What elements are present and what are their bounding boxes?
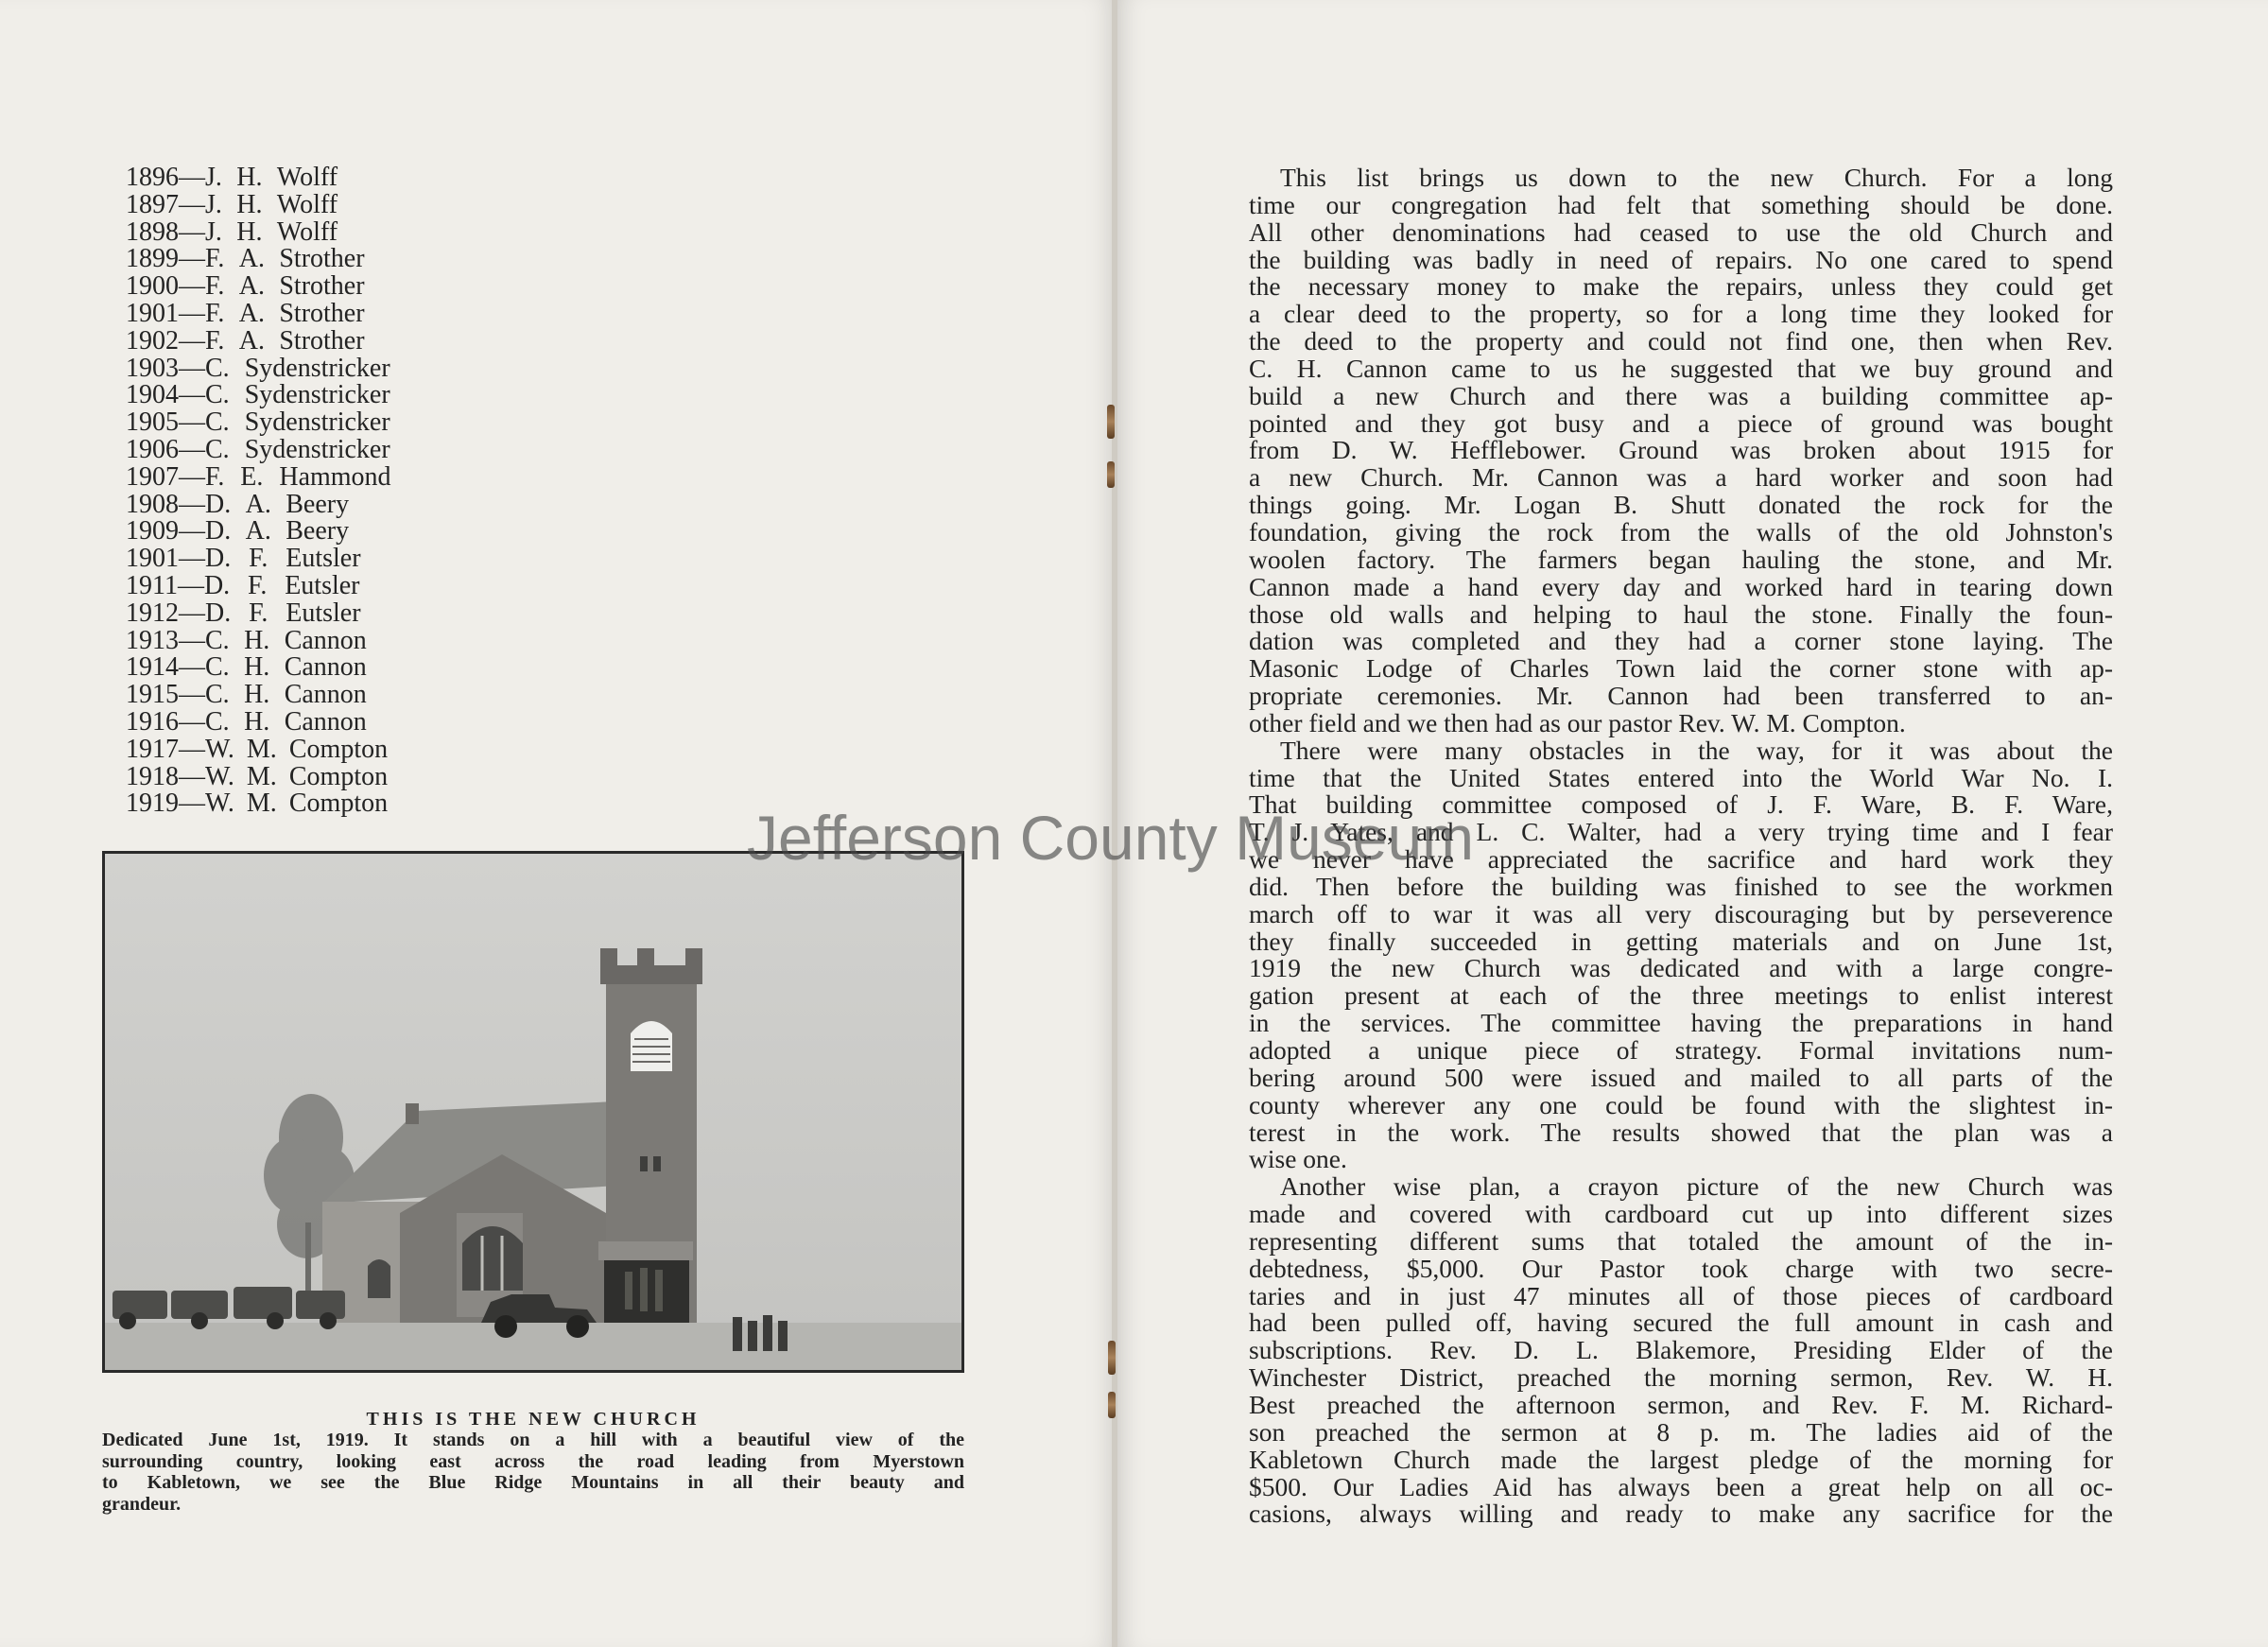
body-text-line: bering around 500 were issued and mailed to all parts of the xyxy=(1249,1062,2113,1092)
pastor-list-item xyxy=(126,625,570,655)
pastor-year: 1897—J. xyxy=(126,189,222,219)
pastor-middle-initial: H. xyxy=(236,189,263,219)
pastor-surname: Cannon xyxy=(284,680,367,710)
pastor-middle-initial: M. xyxy=(246,761,277,791)
body-text-line: Cannon made a hand every day and worked hard in tearing down xyxy=(1249,571,2113,601)
staple-bottom xyxy=(1108,1341,1116,1375)
pastor-year: 1908—D. xyxy=(126,489,232,519)
pastor-surname: Sydenstricker xyxy=(244,434,390,464)
pastor-middle-initial: H. xyxy=(236,163,263,192)
pastor-list-item xyxy=(126,461,570,492)
pastor-list-item xyxy=(126,219,570,247)
pastor-list-item xyxy=(126,518,570,546)
body-text-line: This list brings us down to the new Church. For a long xyxy=(1280,163,2113,192)
pastor-surname: Strother xyxy=(279,325,365,355)
staple-top xyxy=(1107,405,1115,439)
body-text-line: dation was completed and they had a corner stone laying. The xyxy=(1249,626,2113,656)
pastor-list-item xyxy=(126,298,570,328)
pastor-year: 1896—J. xyxy=(126,163,222,192)
body-text-line: we never have appreciated the sacrifice and hard work they xyxy=(1249,844,2113,875)
body-text-line: 1919 the new Church was dedicated and with a large congre- xyxy=(1249,953,2113,983)
pastor-list-item xyxy=(126,355,570,383)
pastor-list-item xyxy=(126,246,570,273)
pastor-middle-initial: H. xyxy=(244,652,270,683)
pastor-surname: Cannon xyxy=(284,652,367,683)
body-text-line: Masonic Lodge of Charles Town laid the corner stone with ap- xyxy=(1249,653,2113,684)
pastor-year: 1913—C. xyxy=(126,625,230,655)
pastor-middle-initial: A. xyxy=(238,244,265,274)
body-text-line: foundation, giving the rock from the walls of the old Johnston's xyxy=(1249,516,2113,546)
pastor-list-item xyxy=(126,325,570,355)
body-text-line: they finally succeeded in getting materials and on June 1st, xyxy=(1249,926,2113,956)
caption-line: to Kabletown, we see the Blue Ridge Mountains in all their beauty and xyxy=(102,1472,964,1493)
body-text-line: time our congregation had felt that something should be done. xyxy=(1249,189,2113,219)
pastor-surname: Wolff xyxy=(276,217,338,247)
body-text-line: casions, always willing and ready to make any sacrifice for the xyxy=(1249,1499,2113,1529)
body-text-line: That building committee composed of J. F. Ware, B. F. Ware, xyxy=(1249,789,2113,820)
pastor-middle-initial: A. xyxy=(245,516,271,546)
body-text-line: All other denominations had ceased to use the old Church and xyxy=(1249,217,2113,247)
pastor-surname: Sydenstricker xyxy=(244,353,390,383)
pastor-surname: Compton xyxy=(288,761,389,791)
body-text-line: debtedness, $5,000. Our Pastor took charge with two secre- xyxy=(1249,1253,2113,1283)
body-text-line: Best preached the afternoon sermon, and Rev. F. M. Richard- xyxy=(1249,1389,2113,1419)
pastor-middle-initial: F. xyxy=(248,570,268,600)
photo-caption-title: THIS IS THE NEW CHURCH xyxy=(366,1409,701,1430)
pastor-year: 1912—D. xyxy=(126,598,232,628)
caption-line: grandeur. xyxy=(102,1493,182,1515)
body-text-line: a clear deed to the property, so for a long time they looked for xyxy=(1249,299,2113,329)
pastor-surname: Eutsler xyxy=(285,570,360,600)
body-text-line: a new Church. Mr. Cannon was a hard worker and soon had xyxy=(1249,462,2113,493)
pastor-surname: Wolff xyxy=(276,189,338,219)
body-text-line: county wherever any one could be found with the slightest in- xyxy=(1249,1089,2113,1119)
pastor-year: 1914—C. xyxy=(126,652,230,683)
pastor-year: 1901—F. xyxy=(126,298,225,328)
pastor-year: 1904—C. xyxy=(126,380,230,410)
pastor-surname: Compton xyxy=(288,734,389,764)
pastor-surname: Eutsler xyxy=(286,544,361,574)
museum-watermark: Jefferson County Museum xyxy=(747,803,1475,873)
pastor-list-item xyxy=(126,546,570,573)
caption-line: surrounding country, looking east across the road leading from Myerstown xyxy=(102,1450,964,1472)
pastor-middle-initial: F. xyxy=(249,544,268,574)
pastor-year: 1911—D. xyxy=(126,570,231,600)
body-text-line: had been pulled off, having secured the full amount in cash and xyxy=(1249,1308,2113,1338)
pastor-list-item xyxy=(126,434,570,464)
pastor-middle-initial: F. xyxy=(249,598,268,628)
pastor-list-item xyxy=(126,682,570,709)
body-text-line: other field and we then had as our pastor Rev. W. M. Compton. xyxy=(1249,707,1906,737)
body-text-line: subscriptions. Rev. D. L. Blakemore, Presiding Elder of the xyxy=(1249,1335,2113,1365)
pastor-middle-initial: H. xyxy=(236,217,263,247)
body-text-line: the deed to the property and could not find one, then when Rev. xyxy=(1249,326,2113,356)
body-text-line: those old walls and helping to haul the stone. Finally the foun- xyxy=(1249,598,2113,629)
body-text-line: terest in the work. The results showed that the plan was a xyxy=(1249,1117,2113,1147)
pastor-year: 1905—C. xyxy=(126,407,230,438)
body-text-line: T. J. Yates, and L. C. Walter, had a very trying time and I fear xyxy=(1249,817,2113,847)
pastor-year: 1901—D. xyxy=(126,544,232,574)
pastor-middle-initial: A. xyxy=(238,325,265,355)
body-text-line: representing different sums that totaled the amount of the in- xyxy=(1249,1225,2113,1256)
pastor-middle-initial: H. xyxy=(244,625,270,655)
pastor-surname: Wolff xyxy=(276,163,338,192)
pastor-surname: Beery xyxy=(286,489,350,519)
pastor-surname: Strother xyxy=(279,298,365,328)
photo-caption-text xyxy=(102,1430,964,1515)
body-text-line: propriate ceremonies. Mr. Cannon had been transferred to an- xyxy=(1249,681,2113,711)
pastor-year: 1918—W. xyxy=(126,761,234,791)
body-text-line: did. Then before the building was finished to see the workmen xyxy=(1249,871,2113,901)
pastor-year: 1907—F. xyxy=(126,461,225,492)
body-text-line: the necessary money to make the repairs, unless they could get xyxy=(1249,271,2113,302)
pastor-list-item xyxy=(126,189,570,219)
church-photo-drawing xyxy=(105,854,961,1370)
pastor-year: 1915—C. xyxy=(126,680,230,710)
pastor-surname: Beery xyxy=(286,516,350,546)
body-text-line: the building was badly in need of repairs. No one cared to spend xyxy=(1249,244,2113,274)
pastor-middle-initial: H. xyxy=(244,706,270,737)
pastor-list-item xyxy=(126,165,570,192)
body-text-line: C. H. Cannon came to us he suggested that we buy ground and xyxy=(1249,353,2113,383)
pastor-list xyxy=(126,165,570,818)
pastor-list-item xyxy=(126,409,570,437)
staple-bottom-lower xyxy=(1108,1392,1116,1418)
pastor-middle-initial: A. xyxy=(238,271,265,302)
pastor-year: 1899—F. xyxy=(126,244,225,274)
pastor-surname: Cannon xyxy=(284,625,367,655)
pastor-year: 1916—C. xyxy=(126,706,230,737)
pastor-surname: Strother xyxy=(279,271,365,302)
pastor-list-item xyxy=(126,734,570,764)
pastor-year: 1906—C. xyxy=(126,434,230,464)
pastor-list-item xyxy=(126,570,570,600)
pastor-middle-initial: A. xyxy=(238,298,265,328)
pastor-surname: Cannon xyxy=(284,706,367,737)
body-text-line: wise one. xyxy=(1249,1144,1347,1174)
pastor-year: 1903—C. xyxy=(126,353,230,383)
body-text-line: $500. Our Ladies Aid has always been a great help on all oc- xyxy=(1249,1471,2113,1501)
pastor-year: 1898—J. xyxy=(126,217,222,247)
pastor-year: 1919—W. xyxy=(126,789,234,819)
pastor-list-item xyxy=(126,273,570,301)
pastor-list-item xyxy=(126,382,570,409)
pastor-surname: Strother xyxy=(279,244,365,274)
caption-line: Dedicated June 1st, 1919. It stands on a hill with a beautiful view of the xyxy=(102,1430,964,1450)
pastor-middle-initial: H. xyxy=(244,680,270,710)
body-text-line: Another wise plan, a crayon picture of the new Church was xyxy=(1280,1171,2113,1202)
pastor-list-item xyxy=(126,706,570,737)
body-text-line: in the services. The committee having the preparations in hand xyxy=(1249,1008,2113,1038)
body-text-line: from D. W. Hefflebower. Ground was broken about 1915 for xyxy=(1249,435,2113,465)
pastor-list-item xyxy=(126,790,570,818)
pastor-surname: Compton xyxy=(288,789,389,819)
body-text-line: gation present at each of the three meetings to enlist interest xyxy=(1249,980,2113,1011)
pastor-surname: Sydenstricker xyxy=(244,407,390,438)
body-text-line: made and covered with cardboard cut up into different sizes xyxy=(1249,1199,2113,1229)
body-text-line: build a new Church and there was a building committee ap- xyxy=(1249,380,2113,410)
pastor-surname: Sydenstricker xyxy=(244,380,390,410)
pastor-middle-initial: M. xyxy=(246,734,277,764)
pastor-surname: Eutsler xyxy=(286,598,361,628)
body-text-line: adopted a unique piece of strategy. Formal invitations num- xyxy=(1249,1035,2113,1065)
body-text-line: pointed and they got busy and a piece of ground was bought xyxy=(1249,407,2113,438)
body-text-line: Winchester District, preached the morning sermon, Rev. W. H. xyxy=(1249,1362,2113,1393)
body-text-line: son preached the sermon at 8 p. m. The ladies aid of the xyxy=(1249,1416,2113,1447)
pastor-surname: Hammond xyxy=(279,461,391,492)
body-text-line: There were many obstacles in the way, for it was about the xyxy=(1280,735,2113,765)
staple-top-lower xyxy=(1107,461,1115,488)
pastor-middle-initial: M. xyxy=(246,789,277,819)
body-text-line: things going. Mr. Logan B. Shutt donated the rock for the xyxy=(1249,490,2113,520)
body-text-line: march off to war it was all very discouraging but by perseverence xyxy=(1249,898,2113,928)
body-text-line: taries and in just 47 minutes all of those pieces of cardboard xyxy=(1249,1280,2113,1310)
pastor-year: 1900—F. xyxy=(126,271,225,302)
pastor-list-item xyxy=(126,654,570,682)
church-photo xyxy=(102,851,964,1373)
pastor-list-item xyxy=(126,761,570,791)
pastor-middle-initial: E. xyxy=(240,461,264,492)
pastor-list-item xyxy=(126,600,570,628)
body-text-line: time that the United States entered into the World War No. I. xyxy=(1249,762,2113,792)
pastor-year: 1917—W. xyxy=(126,734,234,764)
pastor-list-item xyxy=(126,489,570,519)
body-text-line: woolen factory. The farmers began hauling the stone, and Mr. xyxy=(1249,544,2113,574)
pastor-year: 1909—D. xyxy=(126,516,232,546)
pastor-middle-initial: A. xyxy=(245,489,271,519)
body-text-line: Kabletown Church made the largest pledge of the morning for xyxy=(1249,1444,2113,1474)
pastor-year: 1902—F. xyxy=(126,325,225,355)
